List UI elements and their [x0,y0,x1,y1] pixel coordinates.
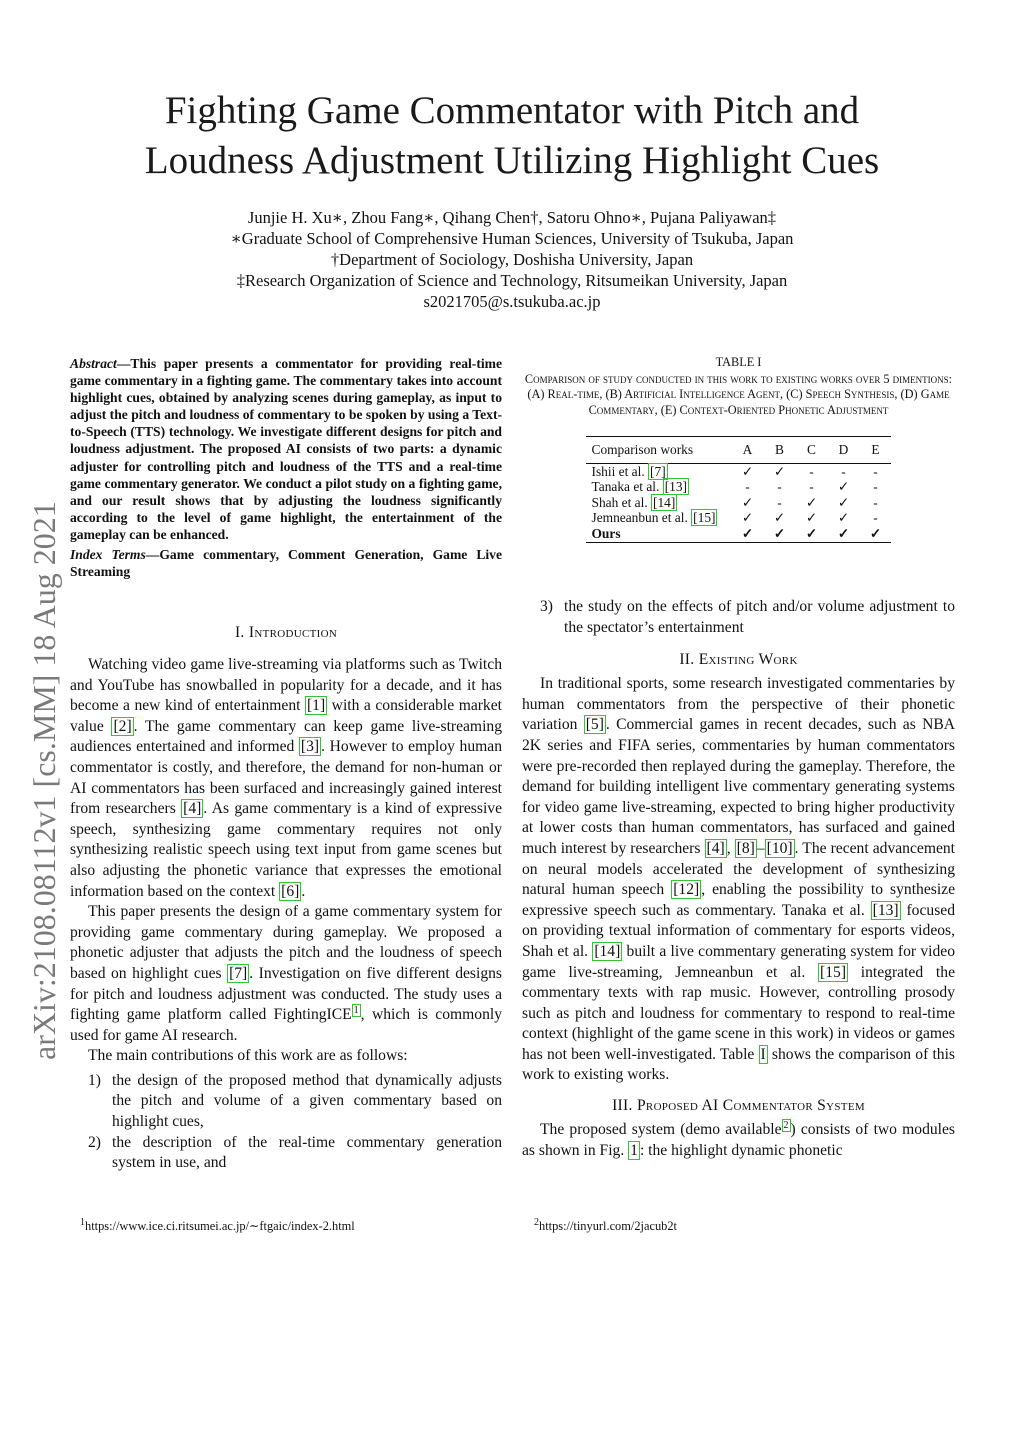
affiliation-2: †Department of Sociology, Doshisha University, Japan [330,250,694,269]
index-terms-label: Index Terms [70,547,146,563]
proposed-paragraph: The proposed system (demo available $^2$ ) consists of two modules as shown in Fig. 1 : the highlight dynamic phonetic [522,1119,955,1159]
intro-paragraph-3: The main contributions of this work are as follows: [88,1047,408,1065]
index-terms-text: —Game commentary, Comment Generation, Game Live Streaming [70,547,503,580]
citation-link[interactable]: [8] [736,839,755,857]
abstract-block [70,355,502,580]
author-list: Junjie H. Xu∗, Zhou Fang∗, Qihang Chen†, Satoru Ohno∗, Pujana Paliyawan‡ [247,208,777,227]
table-row: Ishii et al. [7] ✓ ✓ - - - [591,463,878,479]
paper-title [80,86,944,186]
citation-link[interactable]: [15] [820,963,847,981]
footnote-1: $^1$https://www.ice.ci.ritsumei.ac.jp/∼ftgaic/index-2.html [80,1216,355,1233]
citation-link[interactable]: [15] [693,510,716,526]
citation-link[interactable]: [1] [306,697,326,715]
table-row: Shah et al. [14] ✓ - ✓ ✓ - [591,494,878,510]
citation-link[interactable]: [5] [585,716,604,734]
list-item: 2) the description of the real-time commentary generation system in use, and [88,1133,502,1172]
citation-link[interactable]: [3] [300,738,320,756]
citation-link[interactable]: [10] [766,839,793,857]
existing-work-paragraph: In traditional sports, some research investigated commentaries by human commentators from the perspective of their phonetic variation [5] . Commercial games in recent decades, such as NBA 2K series and FIFA series, commentaries by human commentators were pre-recorded then replayed during the gameplay. Therefore, the demand for building intelligent live commentary generating systems for video game live-streaming, expected to bring higher productivity at lower costs than human commentators, has surfaced and gained much interest by researchers [4] , [8] – [10] . The recent advancement on neural models accelerated the development of synthesizing natural human speech [12] , enabling the possibility to synthesize expressive speech such as commentary. Tanaka et al. [13] focused on providing textual information of commentary for esports videos, Shah et al. [14] built a live commentary generating system for video game live-streaming, Jemneanbun et al. [15] integrated the commentary texts with rap music. However, controlling prosody such as pitch and loudness for commentary to respond to real-time context (highlight of the game scene in this work) in videos or games has not been well-investigated. Table I shows the comparison of this work to existing works. [522,675,956,1084]
affiliation-3: ‡Research Organization of Science and Technology, Ritsumeikan University, Japan [236,271,788,290]
citation-link[interactable]: [13] [664,479,688,495]
table-caption: Comparison of study conducted in this work to existing works over 5 dimentions: (A) Real-time, (B) Artificial Intelligence Agent, (C) Speech Synthesis, (D) Game Commentary, (E) Context-Oriented Phonetic Adjustment [524,371,953,417]
footnote-2: $^2$https://tinyurl.com/2jacub2t [534,1216,678,1233]
table-number: TABLE I [715,355,762,369]
abstract-text: —This paper presents a commentator for providing real-time game commentary in a fighting game. The commentary takes into account highlight cues, obtained by analyzing scenes during gameplay, as input to adjust the pitch and loudness of commentary to be spoken by using a Text-to-Speech (TTS) technology. We investigate different designs for pitch and loudness adjustment. The proposed AI consists of two parts: a dynamic adjuster for controlling pitch and loudness of the TTS and a real-time game commentary generator. We conduct a pilot study on a fighting game, and our result shows that by adjusting the loudness significantly according to the level of game highlight, the entertainment of the gameplay can be enhanced. [70,356,502,542]
list-item: 1) the design of the proposed method that dynamically adjusts the pitch and volume of a given commentary based on highlight cues, [88,1071,502,1131]
footnote-link[interactable]: 2 [783,1119,789,1131]
table-row: Tanaka et al. [13] - - - ✓ - [591,479,878,495]
contribution-list-continued [522,597,955,638]
list-item: 3) the study on the effects of pitch and/or volume adjustment to the spectator’s entertainment [540,598,955,636]
citation-link[interactable]: [6] [281,882,300,900]
citation-link[interactable]: [4] [706,839,725,857]
section-heading-existing-work: II. Existing Work [679,651,798,669]
abstract-label: Abstract [70,356,117,371]
citation-link[interactable]: [7] [229,964,248,982]
table-link[interactable]: I [760,1045,766,1063]
contact-email: s2021705@s.tsukuba.ac.jp [423,292,601,311]
citation-link[interactable]: [14] [594,942,621,960]
citation-link[interactable]: [2] [113,717,132,735]
title-line-1: Fighting Game Commentator with Pitch and [164,89,860,132]
section-heading-proposed-system: III. Proposed AI Commentator System [612,1097,865,1115]
citation-link[interactable]: [12] [673,881,700,899]
citation-link[interactable]: [4] [183,800,202,818]
figure-link[interactable]: 1 [630,1141,638,1159]
section-heading-introduction: I. Introduction [234,624,338,641]
title-line-2: Loudness Adjustment Utilizing Highlight Cues [144,139,880,182]
intro-paragraph-2: This paper presents the design of a game commentary system for providing game commentary during gameplay. We proposed a phonetic adjuster that adjusts the pitch and the loudness of speech based on highlight cues [7] . Investigation on five different designs for pitch and loudness adjustment was conducted. The study uses a fighting game platform called FightingICE $^1$ , which is commonly used for game AI research. [70,903,503,1044]
arxiv-stamp: arXiv:2108.08112v1 [cs.MM] 18 Aug 2021 [26,501,62,1060]
citation-link[interactable]: [13] [872,901,899,919]
contribution-list [70,1071,502,1174]
comparison-table [586,436,892,543]
right-column-text [522,597,955,1161]
footnote-link[interactable]: 1 [353,1004,359,1016]
table-header-row: Comparison works A B C D E [586,437,892,464]
footnote-2-url[interactable]: https://tinyurl.com/2jacub2t [539,1219,678,1233]
introduction-section [70,623,502,1174]
table-row: Ours ✓ ✓ ✓ ✓ ✓ [586,526,892,542]
table-row: Jemneanbun et al. [15] ✓ ✓ ✓ ✓ - [591,510,878,526]
author-block [80,207,944,312]
citation-link[interactable]: [7] [650,463,666,479]
intro-paragraph-1: Watching video game live-streaming via platforms such as Twitch and YouTube has snowballed in popularity for a decade, and it has become a new kind of entertainment [1] with a considerable market value [2] . The game commentary can keep game live-streaming audiences entertained and informed [3] . However to employ human commentator is costly, and therefore, the demand for non-human or AI commentators has been surfaced and increasingly gained interest from researchers [4] . As game commentary is a kind of expressive speech, synthesizing game commentary requires not only synthesizing realistic speech using text input from game scenes but also adjusting the phonetic variance that expresses the emotional information based on the context [6] . [70,656,502,900]
affiliation-1: ∗Graduate School of Comprehensive Human Sciences, University of Tsukuba, Japan [230,229,794,248]
citation-link[interactable]: [14] [653,494,676,510]
footnote-1-url[interactable]: https://www.ice.ci.ritsumei.ac.jp/∼ftgaic/index-2.html [85,1219,355,1233]
table-block [522,355,955,543]
